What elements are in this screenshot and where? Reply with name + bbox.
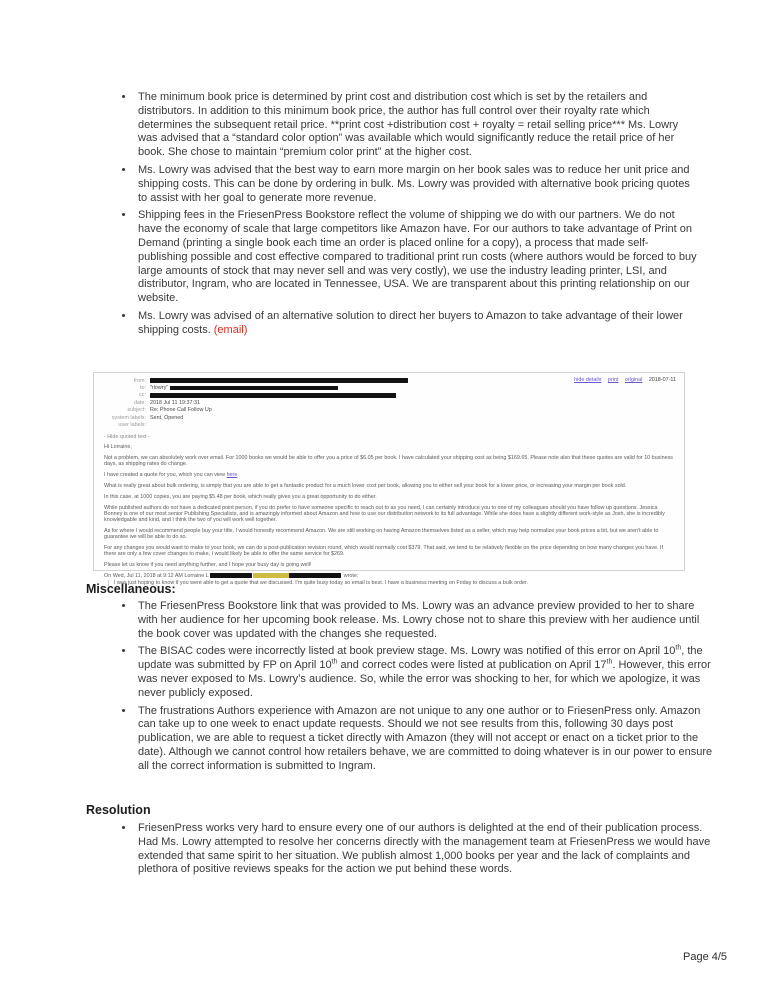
- superscript-th: th: [606, 658, 613, 666]
- email-paragraph: As for where I would recommend people buy your title, I would honestly recommend Amazon. We are still working on having Amazon themselves listed as a seller, which may help normalize your book prices a bit, but we aren't able to guarantee we will be able to do so.: [104, 527, 659, 540]
- email-header-row-cc: [94, 392, 684, 399]
- quote-here-link[interactable]: here: [226, 472, 238, 479]
- redaction-highlight: [253, 573, 289, 578]
- to-value: "rlowry": [150, 385, 169, 392]
- email-paragraph: In this case, at 1000 copies, you are paying $5.48 per book, which really gives you a great opportunity to do either.: [104, 493, 377, 500]
- email-toolbar: [574, 377, 676, 383]
- email-paragraph: I have created a quote for you, which you can view here.: [104, 472, 239, 479]
- from-label: from:: [133, 377, 146, 384]
- bullet-item: [135, 822, 713, 877]
- miscellaneous-heading: Miscellaneous:: [86, 582, 176, 596]
- email-header-row-to: [94, 384, 684, 391]
- print-link[interactable]: print: [607, 377, 619, 383]
- bullet-item: [135, 164, 697, 205]
- user-labels-label: user labels:: [118, 422, 146, 429]
- bullet-text: The FriesenPress Bookstore link that was provided to Ms. Lowry was an advance preview provided to her to share with her audience for her upcoming book release. Ms. Lowry chose not to share this preview with her audience until the book cover was updated with the changes she requested.: [138, 600, 700, 640]
- redaction-bar: [289, 573, 341, 578]
- email-paragraph: Not a problem, we can absolutely work over email. For 1000 books we would be able to offer you a price of $6.05 per book. I have calculated your shipping cost as being $169.65. Please note also that these quotes are valid for 10 business days, as shipping rates do change.: [104, 455, 673, 468]
- email-date-stamp: 2018-07-11: [648, 377, 676, 383]
- original-link[interactable]: original: [624, 377, 643, 383]
- redaction-bar: [210, 573, 252, 578]
- redaction-bar: [170, 386, 338, 391]
- bullet-text: Ms. Lowry was advised that the best way to earn more margin on her book sales was to reduce her unit price and shipping costs. This can be done by ordering in bulk. Ms. Lowry was provided with alternative book pricing quotes to assist with her goal to generate more revenue.: [138, 163, 690, 204]
- bullet-item: [135, 91, 697, 160]
- resolution-bullet-list: [114, 822, 713, 881]
- email-header-block: [94, 377, 684, 429]
- bullet-text: Shipping fees in the FriesenPress Bookstore reflect the volume of shipping we do with our partners. We do not have the economy of scale that large competitors like Amazon have. For our authors to take advantage of Print on Demand (printing a single book each time an order is placed online for a copy), a process that made self-publishing possible and cost effective compared to traditional print run costs (where authors would be forced to buy large amounts of stock that may never sell and was very costly), we use the industry leading printer, LSI, and distributor, Ingram, who are located in Tennessee, USA. We are transparent about this printing relationship on our website.: [138, 209, 697, 305]
- redaction-bar: [150, 378, 408, 383]
- cc-label: cc:: [139, 392, 146, 399]
- bullet-text: The minimum book price is determined by print cost and distribution cost which is set by the retailers and distributors. In addition to this minimum book price, the author has full control over their royalty rate which determines the subsequent retail price. **print cost +distribution cost + royalty = retail selling price*** Ms. Lowry was advised that a “standard color option” was available which would significantly reduce the retail price of her book. She chose to maintain “premium color print” at the higher cost.: [138, 91, 679, 159]
- hide-details-link[interactable]: hide details: [574, 377, 602, 383]
- bullet-item: [135, 209, 697, 306]
- hide-quoted-text-link[interactable]: - Hide quoted text -: [104, 433, 150, 440]
- email-header-row-user-labels: [94, 421, 684, 428]
- bullet-text: FriesenPress works very hard to ensure every one of our authors is delighted at the end of their publication process. Had Ms. Lowry attempted to resolve her concerns directly with the management team at FriesenPress we would have extended that same spirit to her situation. We publish almost 1,000 books per year and the lack of complaints and plethora of positive reviews speaks for the action we put behind these words.: [138, 822, 711, 876]
- redaction-bar: [150, 393, 396, 398]
- email-header-row-date: [94, 399, 684, 406]
- superscript-th: th: [675, 644, 682, 652]
- system-labels-label: system labels:: [111, 414, 146, 421]
- email-paragraph: Please let us know if you need anything further, and I hope your busy day is going well!: [104, 561, 312, 568]
- email-header-row-subject: [94, 407, 684, 414]
- email-greeting: Hi Lorraine,: [104, 444, 132, 451]
- intro-bullet-list: [114, 91, 697, 342]
- superscript-th: th: [331, 658, 338, 666]
- email-reference-label: (email): [213, 323, 248, 336]
- reply-attribution-line: On Wed, Jul 11, 2018 at 9:12 AM Lorraine L wrote:: [104, 572, 359, 579]
- email-header-row-system-labels: [94, 414, 684, 421]
- email-screenshot: [93, 372, 685, 587]
- bullet-item: [135, 600, 713, 641]
- bullet-item: • The BISAC codes were incorrectly listed at book preview stage. Ms. Lowry was notified of this error on April 10th, the update was submitted by FP on April 10th and correct codes were listed at publication on April 17th. However, this error was never exposed to Ms. Lowry’s audience. So, while the error was shocking to her, for which we apologize, it was never publicly exposed.: [135, 645, 713, 700]
- miscellaneous-bullet-list: [114, 600, 713, 778]
- date-label: date:: [134, 399, 146, 406]
- subject-value: Re: Phone Call Follow Up: [150, 407, 212, 414]
- quoted-reply-text: I was just hoping to know if you were able to get a quote that we discussed. I'm quite busy today so email is best. I have a business meeting on Friday to discuss a bulk order.: [108, 580, 676, 586]
- bullet-item: [135, 310, 697, 338]
- page-number: Page 4/5: [683, 951, 728, 963]
- email-paragraph: What is really great about bulk ordering, is simply that you are able to get a fantastic product for a much lower cost per book, allowing you to either sell your book for a lower price, or increasing your margin per book sold.: [104, 482, 627, 489]
- bullet-text: The frustrations Authors experience with Amazon are not unique to any one author or to FriesenPress only. Amazon can take up to one week to enact update requests. Should we not see results from this, following 30 days post publication, we are able to request a ticket directly with Amazon (they will not accept or enact on a ticket prior to the date). Although we cannot control how retailers behave, we are committed to doing whatever is in our power to ensure all the correct information is submitted to Ingram.: [138, 704, 713, 772]
- to-label: to:: [140, 385, 146, 392]
- subject-label: subject:: [127, 407, 146, 414]
- bullet-item: [135, 705, 713, 774]
- bullet-text: Ms. Lowry was advised of an alternative solution to direct her buyers to Amazon to take advantage of their lower shipping costs.: [138, 309, 683, 336]
- email-paragraph: For any changes you would want to make to your book, we can do a post-publication revision round, which would normally cost $379. That said, we tend to be relatively flexible on the price depending on how many changes you have. If there are only a few cover changes to make, I would likely be able to offer the same service for $269.: [104, 544, 664, 557]
- email-paragraph: While published authors do not have a dedicated point person, if you do prefer to have someone specific to reach out to as you need, I can certainly introduce you to one of my colleagues should you have follow up questions. Jessica Bonney is one of our most senior Publishing Specialists, and is amazingly informed about Amazon and how to use our distribution network to its full advantage. While she does have a slightly different work-style as Josh, she is incredibly knowledgable and kind, and I think the two of you will work well together.: [104, 504, 665, 523]
- date-value: 2018 Jul 11 19:37:31: [150, 399, 200, 406]
- email-body: [94, 434, 684, 587]
- system-labels-value: Sent, Opened: [150, 414, 184, 421]
- resolution-heading: Resolution: [86, 803, 151, 817]
